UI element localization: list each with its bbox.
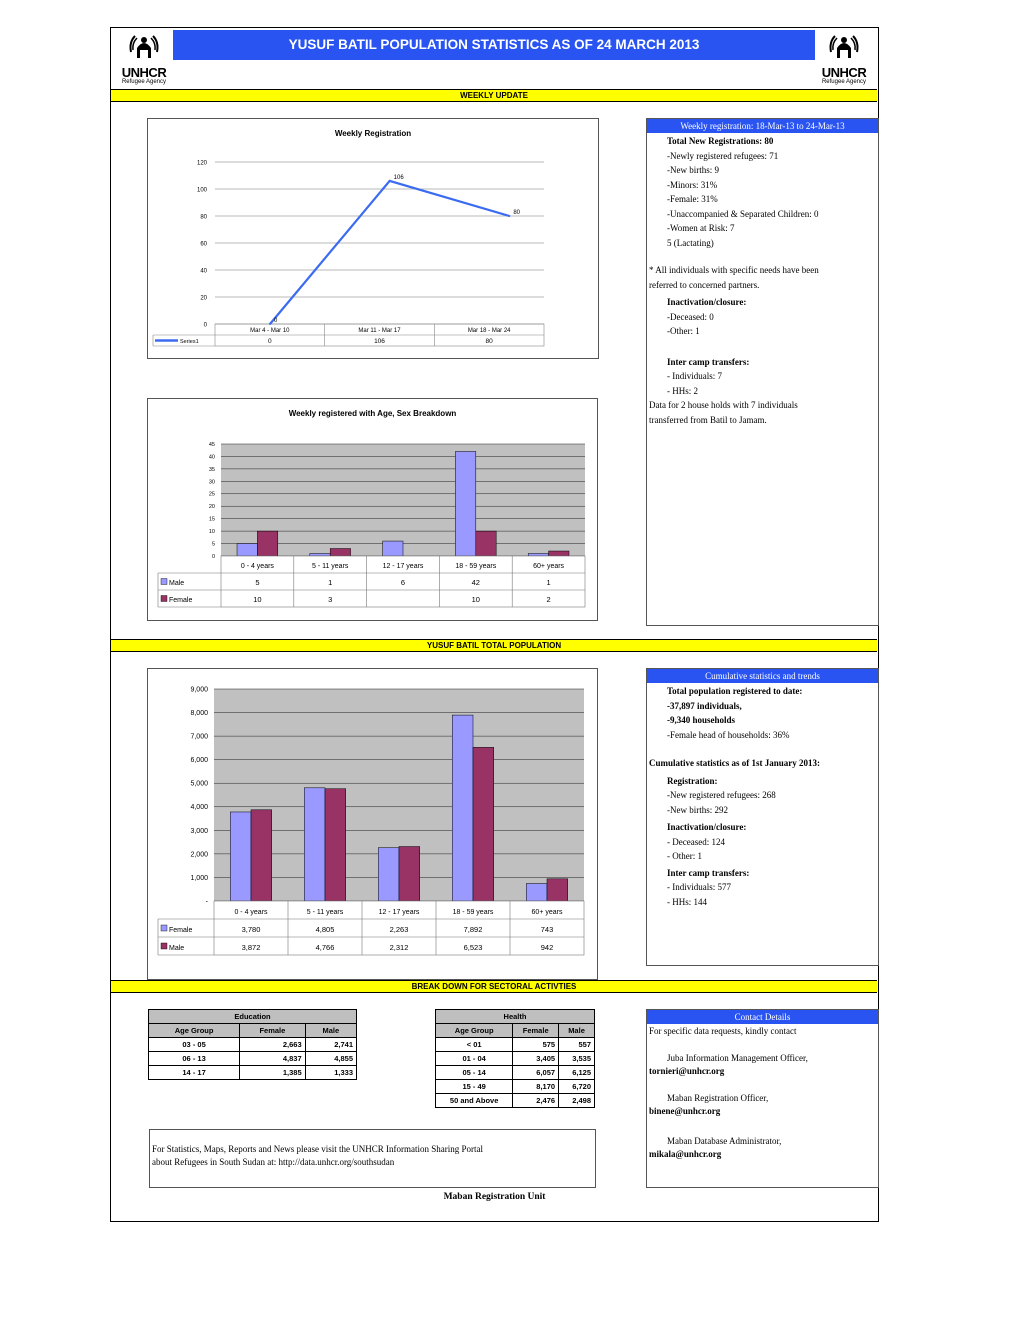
table-cell: 2,498 — [559, 1094, 595, 1108]
bar — [476, 531, 496, 556]
table-cell: 6,720 — [559, 1080, 595, 1094]
column-header: Male — [559, 1024, 595, 1038]
legend-swatch — [161, 596, 167, 602]
data-table-value: 3 — [328, 595, 333, 605]
education-table — [148, 1009, 357, 1080]
y-tick-label: 3,000 — [190, 827, 208, 835]
table-cell: 575 — [513, 1038, 559, 1052]
column-header: Age Group — [149, 1024, 240, 1038]
y-tick-label: 1,000 — [190, 874, 208, 882]
data-table-value: 80 — [485, 338, 493, 345]
data-table-value: 10 — [471, 595, 480, 605]
referral-note: * All individuals with specific needs have been — [649, 265, 819, 275]
info-line: -Women at Risk: 7 — [667, 223, 735, 233]
table-title: Health — [436, 1010, 595, 1024]
y-tick-label: 15 — [208, 516, 215, 523]
column-header: Female — [513, 1024, 559, 1038]
info-portal-note — [149, 1129, 596, 1188]
data-table-value: 743 — [540, 924, 554, 934]
y-tick-label: 25 — [208, 491, 215, 498]
data-label: 0 — [274, 318, 278, 324]
table-cell: 6,057 — [513, 1066, 559, 1080]
table-cell: 2,476 — [513, 1094, 559, 1108]
weekly-registration-panel — [646, 118, 879, 626]
table-cell: < 01 — [436, 1038, 513, 1052]
data-point — [508, 215, 510, 217]
x-tick-label: 18 - 59 years — [452, 908, 494, 916]
y-tick-label: 5 — [211, 541, 215, 548]
x-tick-label: 12 - 17 years — [382, 563, 424, 571]
section-weekly-update: WEEKLY UPDATE — [111, 89, 877, 102]
contact-email[interactable]: mikala@unhcr.org — [649, 1148, 722, 1159]
data-label: 106 — [393, 174, 404, 181]
bar — [257, 531, 277, 556]
contact-email[interactable]: binene@unhcr.org — [649, 1105, 721, 1116]
table-cell: 05 - 14 — [436, 1066, 513, 1080]
table-cell: 3,405 — [513, 1052, 559, 1066]
data-table-value: 2,263 — [389, 924, 409, 934]
info-line: -Newly registered refugees: 71 — [667, 150, 779, 161]
bar — [452, 715, 473, 901]
bar — [547, 879, 568, 901]
contact-details-panel — [646, 1009, 879, 1188]
table-title: Education — [149, 1010, 357, 1024]
contact-email[interactable]: tornieri@unhcr.org — [649, 1065, 725, 1076]
panel-heading: Cumulative statistics and trends — [647, 669, 878, 683]
total-households: -9,340 households — [667, 715, 736, 725]
bar-chart-svg — [148, 669, 597, 979]
logo-tagline: Refugee Agency — [821, 79, 867, 85]
y-tick-label: - — [205, 898, 208, 906]
logo-name: UNHCR — [821, 65, 867, 80]
legend-label: Series1 — [180, 339, 199, 345]
bar — [230, 812, 251, 901]
y-tick-label: 9,000 — [190, 686, 208, 694]
unhcr-emblem-icon — [127, 30, 161, 62]
table-cell: 01 - 04 — [436, 1052, 513, 1066]
table-row — [436, 1094, 595, 1108]
y-tick-label: 20 — [208, 504, 215, 511]
column-header: Female — [240, 1024, 305, 1038]
info-line: - Deceased: 124 — [667, 836, 725, 847]
unhcr-logo-left — [113, 30, 175, 88]
info-line: 5 (Lactating) — [667, 237, 714, 248]
table-row — [149, 1066, 357, 1080]
info-line: -New births: 9 — [667, 165, 719, 175]
data-table-value: 0 — [268, 338, 272, 345]
data-point — [389, 180, 391, 182]
legend-label: Female — [169, 926, 193, 934]
y-tick-label: 7,000 — [190, 733, 208, 741]
y-tick-label: 5,000 — [190, 780, 208, 788]
x-tick-label: 5 - 11 years — [306, 908, 344, 916]
bar-chart-svg — [148, 399, 597, 620]
legend-swatch — [161, 579, 167, 585]
y-tick-label: 35 — [208, 466, 215, 473]
table-cell: 1,333 — [305, 1066, 356, 1080]
registration-heading: Registration: — [667, 775, 718, 786]
table-cell: 4,837 — [240, 1052, 305, 1066]
portal-text: For Statistics, Maps, Reports and News please visit the UNHCR Information Sharing Portal — [152, 1144, 483, 1154]
bar — [455, 451, 475, 556]
x-tick-label: 0 - 4 years — [234, 908, 268, 916]
x-tick-label: Mar 11 - Mar 17 — [358, 328, 401, 334]
data-table-value: 42 — [471, 578, 480, 588]
table-cell: 06 - 13 — [149, 1052, 240, 1066]
y-tick-label: 8,000 — [190, 710, 208, 718]
data-table-value: 3,872 — [241, 942, 261, 952]
table-cell: 1,385 — [240, 1066, 305, 1080]
table-cell: 2,741 — [305, 1038, 356, 1052]
info-line: - Individuals: 7 — [667, 371, 722, 381]
data-table-value: 10 — [253, 595, 262, 605]
x-tick-label: Mar 4 - Mar 10 — [250, 328, 290, 334]
y-tick-label: 2,000 — [190, 851, 208, 859]
data-table-value: 7,892 — [463, 924, 483, 934]
chart-title: Weekly Registration — [334, 129, 412, 138]
data-label: 80 — [513, 210, 521, 216]
section-total-population: YUSUF BATIL TOTAL POPULATION — [111, 639, 877, 652]
info-line: -Unaccompanied & Separated Children: 0 — [667, 208, 819, 219]
table-cell: 50 and Above — [436, 1094, 513, 1108]
data-table-value: 2 — [546, 595, 551, 605]
logo-name: UNHCR — [121, 65, 167, 80]
report-header — [111, 28, 877, 90]
legend-label: Male — [169, 580, 185, 588]
x-tick-label: 18 - 59 years — [455, 563, 497, 571]
data-table-value: 6,523 — [463, 942, 483, 952]
contact-role: Maban Registration Officer, — [667, 1092, 769, 1103]
legend-label: Female — [169, 597, 193, 605]
data-table-value: 4,805 — [315, 924, 335, 934]
bar — [399, 847, 420, 901]
page-title: YUSUF BATIL POPULATION STATISTICS AS OF 24 MARCH 2013 — [173, 30, 815, 60]
total-new-registrations: Total New Registrations: 80 — [667, 136, 774, 146]
inactivation-heading: Inactivation/closure: — [667, 822, 747, 832]
legend-label: Male — [169, 944, 185, 952]
table-cell: 4,855 — [305, 1052, 356, 1066]
logo-tagline: Refugee Agency — [121, 79, 167, 85]
footer-unit: Maban Registration Unit — [443, 1192, 546, 1202]
bar — [304, 788, 325, 901]
y-tick-label: 40 — [208, 454, 215, 461]
data-table-value: 5 — [255, 578, 260, 588]
x-tick-label: 60+ years — [533, 563, 565, 571]
transfer-note: transferred from Batil to Jamam. — [649, 414, 767, 425]
y-tick-label: 40 — [200, 268, 207, 275]
weekly-age-sex-chart — [147, 398, 598, 621]
legend-swatch — [161, 925, 167, 931]
table-row — [149, 1038, 357, 1052]
table-cell: 6,125 — [559, 1066, 595, 1080]
x-tick-label: 12 - 17 years — [378, 908, 420, 916]
legend-swatch — [161, 943, 167, 949]
table-cell: 03 - 05 — [149, 1038, 240, 1052]
x-tick-label: 5 - 11 years — [311, 563, 349, 571]
referral-note: referred to concerned partners. — [649, 279, 760, 290]
y-tick-label: 80 — [200, 214, 207, 221]
info-line: - HHs: 2 — [667, 385, 698, 396]
total-population-heading: Total population registered to date: — [667, 686, 803, 696]
table-row — [149, 1052, 357, 1066]
report-page — [110, 27, 879, 1222]
health-table — [435, 1009, 595, 1108]
bar — [383, 541, 403, 556]
chart-title: Weekly registered with Age, Sex Breakdown — [288, 409, 457, 418]
bar — [528, 554, 548, 556]
table-cell: 557 — [559, 1038, 595, 1052]
info-line: - HHs: 144 — [667, 896, 707, 907]
table-row — [436, 1080, 595, 1094]
table-row — [436, 1052, 595, 1066]
data-table-value: 2,312 — [389, 942, 409, 952]
info-line: -Deceased: 0 — [667, 311, 714, 322]
data-table-value: 1 — [328, 578, 333, 588]
section-sectoral: BREAK DOWN FOR SECTORAL ACTIVTIES — [111, 980, 877, 993]
data-point — [269, 323, 271, 325]
table-cell: 2,663 — [240, 1038, 305, 1052]
bar — [325, 789, 346, 901]
table-cell: 15 - 49 — [436, 1080, 513, 1094]
bar — [310, 554, 330, 556]
x-tick-label: Mar 18 - Mar 24 — [467, 328, 511, 334]
y-tick-label: 60 — [200, 241, 207, 248]
cumulative-since-heading: Cumulative statistics as of 1st January 2013: — [649, 758, 820, 768]
transfer-heading: Inter camp transfers: — [667, 356, 750, 367]
line-chart-svg — [148, 119, 598, 358]
table-cell: 3,535 — [559, 1052, 595, 1066]
contact-intro: For specific data requests, kindly contact — [649, 1026, 797, 1036]
bar — [526, 883, 547, 901]
table-row — [436, 1066, 595, 1080]
data-table-value: 1 — [546, 578, 551, 588]
y-tick-label: 30 — [208, 479, 215, 486]
cumulative-statistics-panel — [646, 668, 879, 966]
series-line — [270, 181, 509, 324]
data-table-value: 942 — [540, 942, 554, 952]
info-line: -Minors: 31% — [667, 179, 718, 190]
info-line: - Other: 1 — [667, 851, 702, 861]
bar — [378, 848, 399, 901]
transfer-heading: Inter camp transfers: — [667, 867, 750, 878]
y-tick-label: 0 — [211, 553, 215, 560]
unhcr-logo-right — [813, 30, 875, 88]
contact-role: Juba Information Management Officer, — [667, 1052, 808, 1063]
bar — [251, 810, 272, 901]
total-individuals: -37,897 individuals, — [667, 700, 742, 711]
table-cell: 14 - 17 — [149, 1066, 240, 1080]
y-tick-label: 4,000 — [190, 804, 208, 812]
bar — [549, 551, 569, 556]
panel-heading: Weekly registration: 18-Mar-13 to 24-Mar-13 — [647, 119, 878, 133]
info-line: - Individuals: 577 — [667, 882, 731, 892]
female-head-households: -Female head of households: 36% — [667, 729, 790, 740]
y-tick-label: 100 — [196, 187, 207, 194]
contact-role: Maban Database Administrator, — [667, 1135, 782, 1146]
bar — [473, 747, 494, 901]
inactivation-heading: Inactivation/closure: — [667, 297, 747, 307]
weekly-registration-chart — [147, 118, 599, 359]
info-line: -New registered refugees: 268 — [667, 790, 776, 800]
y-tick-label: 45 — [208, 441, 215, 448]
column-header: Age Group — [436, 1024, 513, 1038]
y-tick-label: 20 — [200, 295, 207, 302]
column-header: Male — [305, 1024, 356, 1038]
data-table-value: 6 — [400, 578, 406, 588]
y-tick-label: 0 — [203, 322, 207, 329]
data-table-value: 4,766 — [315, 942, 335, 952]
unhcr-emblem-icon — [827, 30, 861, 62]
bar — [237, 544, 257, 556]
x-tick-label: 0 - 4 years — [240, 563, 274, 571]
panel-heading: Contact Details — [647, 1010, 878, 1024]
info-line: -New births: 292 — [667, 804, 728, 815]
info-line: -Female: 31% — [667, 194, 718, 204]
x-tick-label: 60+ years — [531, 908, 563, 916]
y-tick-label: 120 — [196, 160, 207, 167]
info-line: -Other: 1 — [667, 326, 700, 336]
total-population-chart — [147, 668, 598, 980]
y-tick-label: 10 — [208, 529, 215, 536]
data-table-value: 3,780 — [241, 924, 261, 934]
portal-link[interactable]: about Refugees in South Sudan at: http://data.unhcr.org/southsudan — [152, 1157, 395, 1167]
table-cell: 8,170 — [513, 1080, 559, 1094]
y-tick-label: 6,000 — [190, 757, 208, 765]
data-table-value: 106 — [374, 338, 385, 345]
transfer-note: Data for 2 house holds with 7 individuals — [649, 400, 798, 410]
bar — [330, 549, 350, 556]
table-row — [436, 1038, 595, 1052]
